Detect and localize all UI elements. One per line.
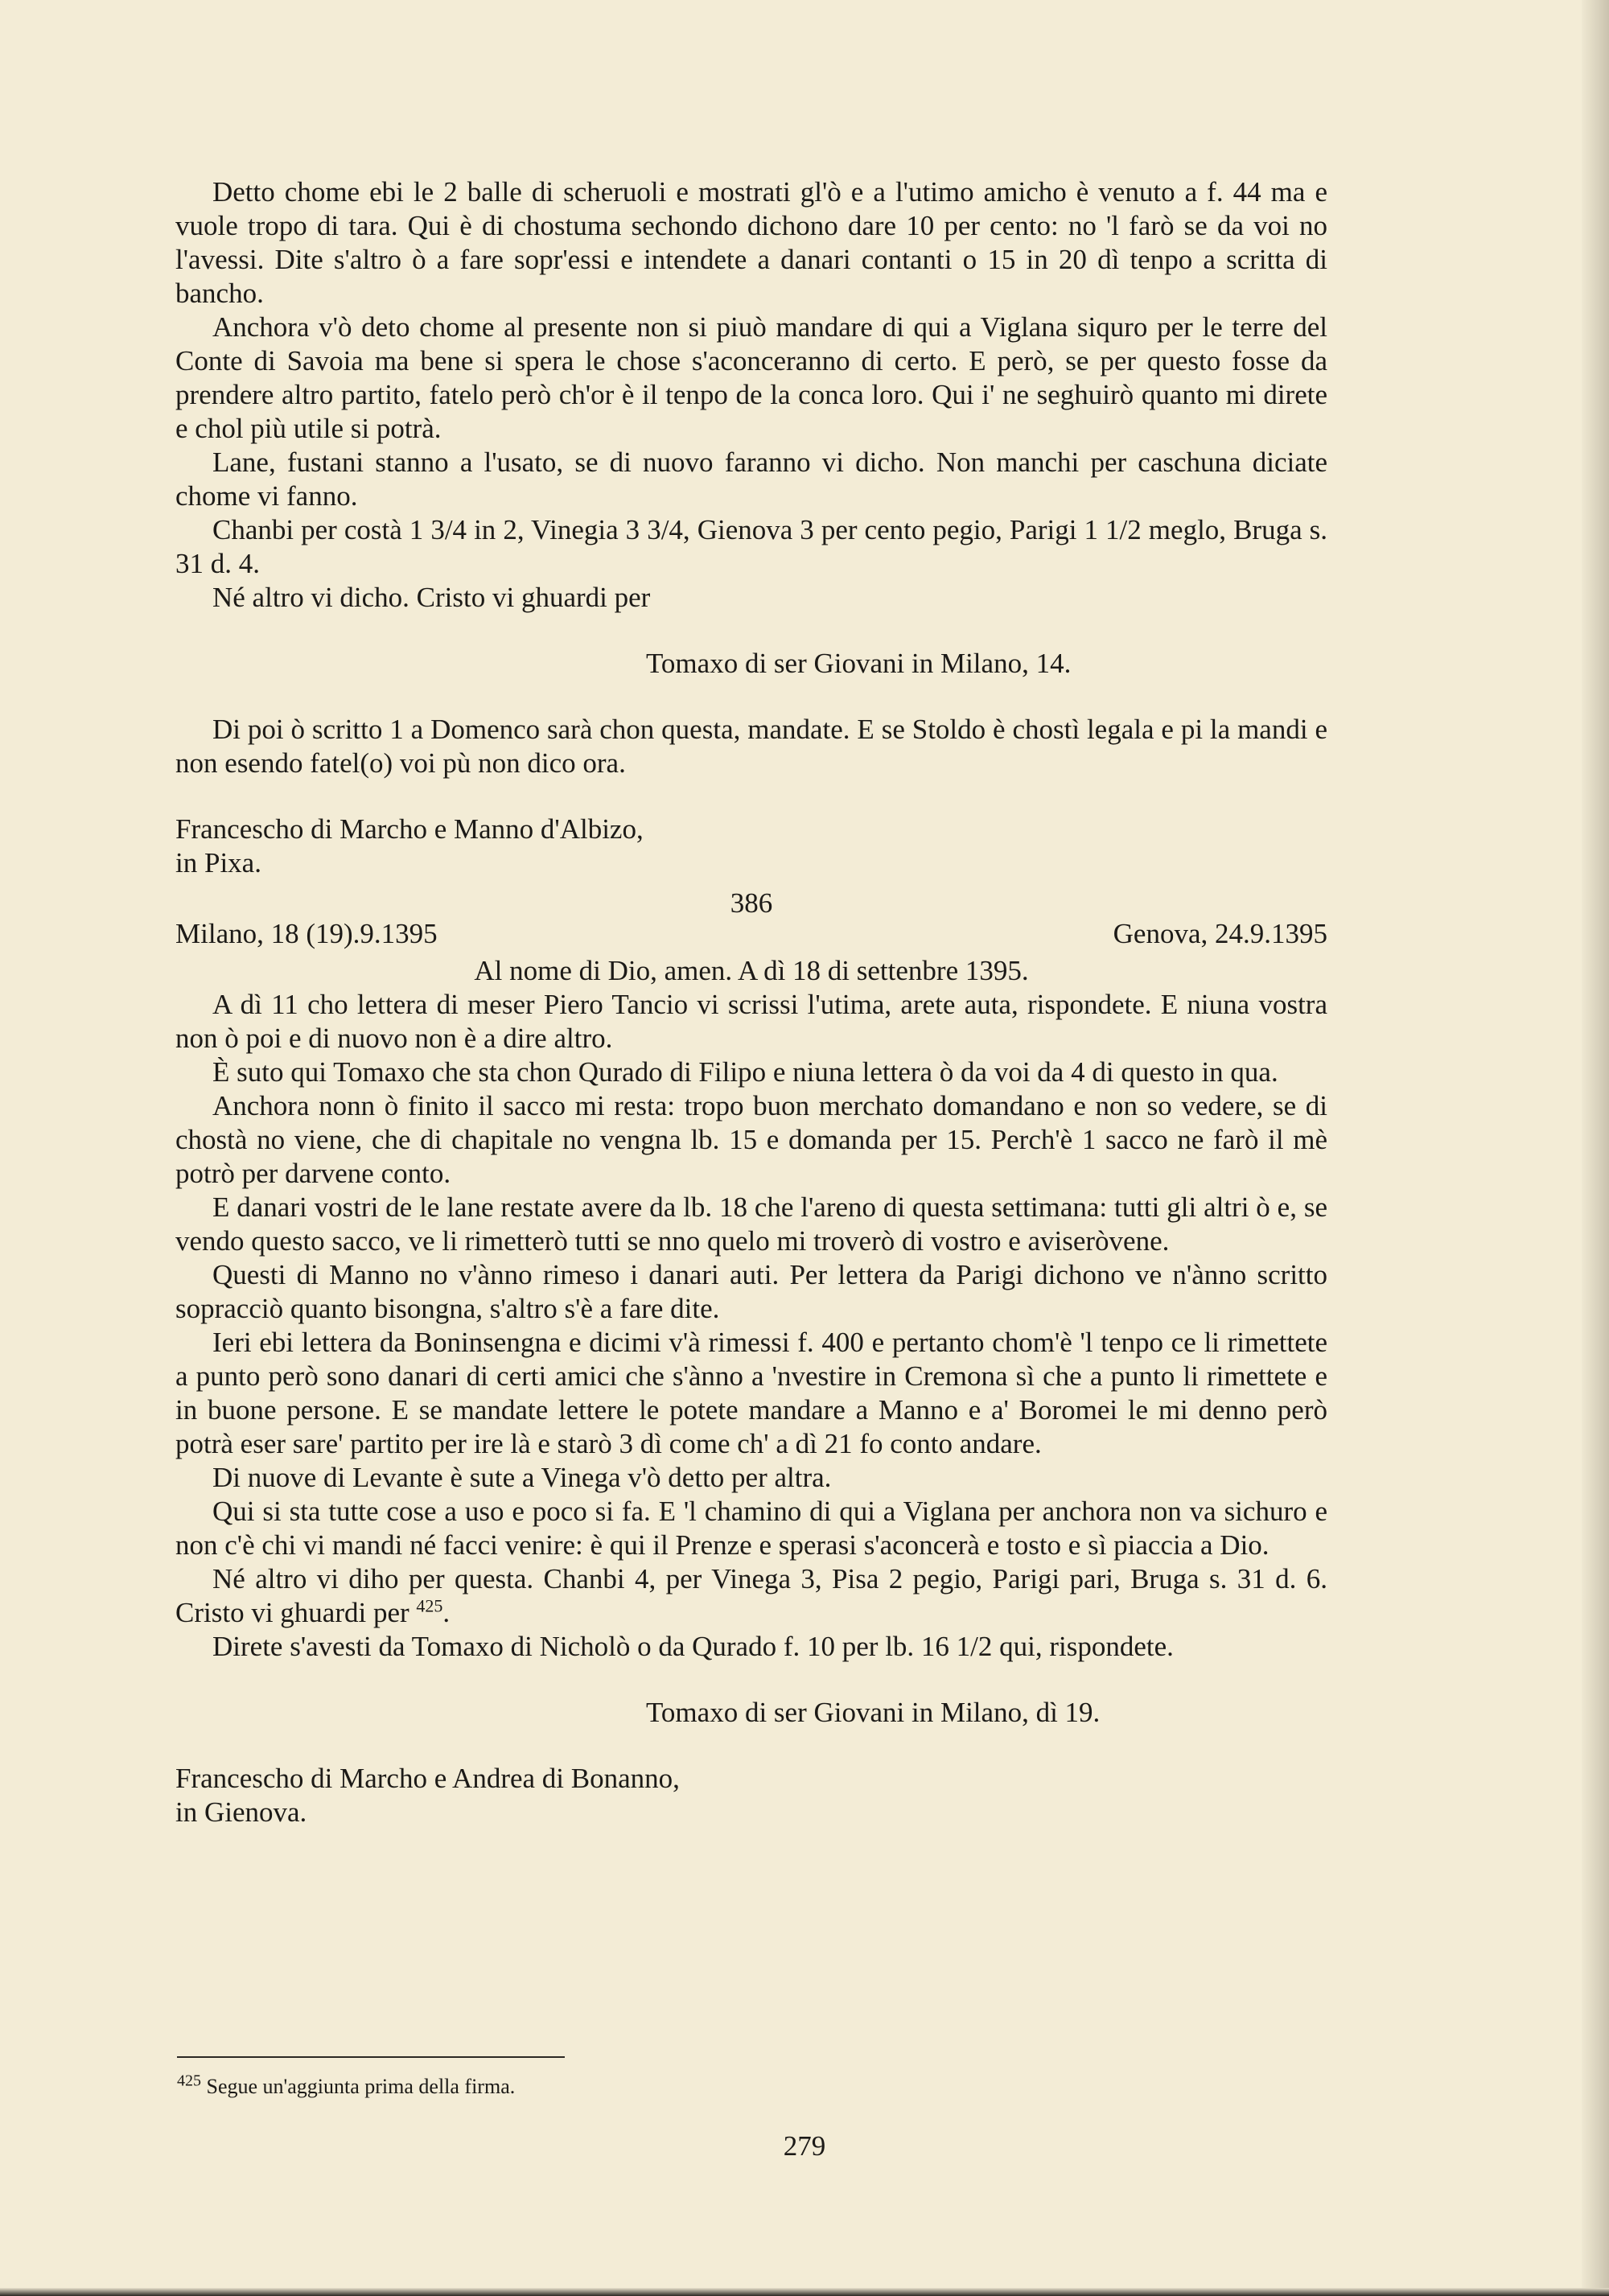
letter-header bbox=[175, 887, 1327, 951]
paragraph: Ieri ebi lettera da Boninsengna e dicimi v'à rimessi f. 400 e pertanto chom'è 'l tenpo ce li rimettete a punto però sono danari di certi amici che s'ànno a 'nvestire in Cremona sì che a punto li rimettete e in buone persone. E se mandate lettere le potete mandare a Manno e a' Boromei le mi denno però potrà eser sare' partito per ire là e starò 3 dì come ch' a dì 21 fo conto andare. bbox=[175, 1327, 1327, 1459]
footnote-text: Segue un'aggiunta prima della firma. bbox=[201, 2075, 516, 2098]
letter-number: 386 bbox=[730, 887, 773, 919]
paragraph: Anchora v'ò deto chome al presente non si piuò mandare di qui a Viglana siquro per le terre del Conte di Savoia ma bene si spera le chose s'aconceranno di certo. E però, se per questo fosse da prendere altro partito, fatelo però ch'or è il tenpo de la conca loro. Qui i' ne seghuirò quanto mi direte e chol più utile si potrà. bbox=[175, 311, 1327, 444]
paragraph: Di nuove di Levante è sute a Vinega v'ò detto per altra. bbox=[212, 1462, 832, 1493]
signature: Tomaxo di ser Giovani in Milano, dì 19. bbox=[646, 1697, 1101, 1728]
closing-text: Né altro vi diho per questa. Chanbi 4, per Vinega 3, Pisa 2 pegio, Parigi pari, Bruga s. 31 d. 6. Cristo vi ghuardi per bbox=[175, 1563, 1327, 1628]
page-number: 279 bbox=[783, 2130, 826, 2162]
address-line: Francescho di Marcho e Manno d'Albizo, bbox=[175, 813, 644, 845]
paragraph: Qui si sta tutte cose a uso e poco si fa. E 'l chamino di qui a Viglana per anchora non va sichuro e non c'è chi vi mandi né facci venire: è qui il Prenze e sperasi s'aconcerà e tosto e sì piaccia a Dio. bbox=[175, 1496, 1327, 1561]
closing-paragraph bbox=[175, 1562, 1327, 1630]
footnote-divider bbox=[177, 2056, 565, 2058]
paragraph: Direte s'avesti da Tomaxo di Nicholò o da Qurado f. 10 per lb. 16 1/2 qui, rispondete. bbox=[212, 1631, 1174, 1662]
page-body bbox=[175, 175, 1327, 1829]
paragraph: Chanbi per costà 1 3/4 in 2, Vinegia 3 3/4, Gienova 3 per cento pegio, Parigi 1 1/2 meglo, Bruga s. 31 d. 4. bbox=[175, 514, 1327, 579]
paragraph: Né altro vi dicho. Cristo vi ghuardi per bbox=[212, 582, 651, 613]
footnote bbox=[177, 2074, 515, 2100]
scan-edge-bottom bbox=[0, 2288, 1609, 2296]
postscript: Di poi ò scritto 1 a Domenco sarà chon questa, mandate. E se Stoldo è chostì legala e pi la mandi e non esendo fatel(o) voi pù non dico ora. bbox=[175, 714, 1327, 779]
paragraph: Lane, fustani stanno a l'usato, se di nuovo faranno vi dicho. Non manchi per caschuna diciate chome vi fanno. bbox=[175, 446, 1327, 512]
paragraph: Questi di Manno no v'ànno rimeso i danari auti. Per lettera da Parigi dichono ve n'ànno scritto sopracciò quanto bisongna, s'altro s'è a fare dite. bbox=[175, 1259, 1327, 1324]
paragraph: È suto qui Tomaxo che sta chon Qurado di Filipo e niuna lettera ò da voi da 4 di questo in qua. bbox=[212, 1056, 1278, 1088]
letter-destination: Genova, 24.9.1395 bbox=[1113, 918, 1327, 949]
footnote-mark: 425 bbox=[177, 2072, 201, 2090]
footnote-reference[interactable]: 425 bbox=[416, 1595, 443, 1616]
paragraph: Anchora nonn ò finito il sacco mi resta: tropo buon merchato domandano e non so vedere, se di chostà no viene, che di chapitale no vengna lb. 15 e domanda per 15. Perch'è 1 sacco ne farò il mè potrò per darvene conto. bbox=[175, 1090, 1327, 1189]
signature: Tomaxo di ser Giovani in Milano, 14. bbox=[646, 648, 1072, 679]
address-line: Francescho di Marcho e Andrea di Bonanno, bbox=[175, 1763, 680, 1794]
letter-origin: Milano, 18 (19).9.1395 bbox=[175, 918, 438, 949]
closing-end: . bbox=[442, 1597, 451, 1628]
paragraph: Detto chome ebi le 2 balle di scheruoli e mostrati gl'ò e a l'utimo amicho è venuto a f. 44 ma e vuole tropo di tara. Qui è di chostuma sechondo dichono dare 10 per cento: no 'l farò se da voi no l'avessi. Dite s'altro ò a fare sopr'essi e intendete a danari contanti o 15 in 20 dì tenpo a scritta di bancho. bbox=[175, 176, 1327, 309]
scan-edge-right bbox=[1582, 0, 1609, 2296]
address-line: in Pixa. bbox=[175, 847, 261, 878]
letter-opening: Al nome di Dio, amen. A dì 18 di settenbre 1395. bbox=[474, 955, 1029, 986]
paragraph: A dì 11 cho lettera di meser Piero Tancio vi scrissi l'utima, arete auta, rispondete. E niuna vostra non ò poi e di nuovo non è a dire altro. bbox=[175, 989, 1327, 1054]
address-line: in Gienova. bbox=[175, 1796, 307, 1828]
paragraph: E danari vostri de le lane restate avere da lb. 18 che l'areno di questa settimana: tutti gli altri ò e, se vendo questo sacco, ve li rimetterò tutti se nno quelo mi troverò di vostro e aviseròvene. bbox=[175, 1191, 1327, 1257]
